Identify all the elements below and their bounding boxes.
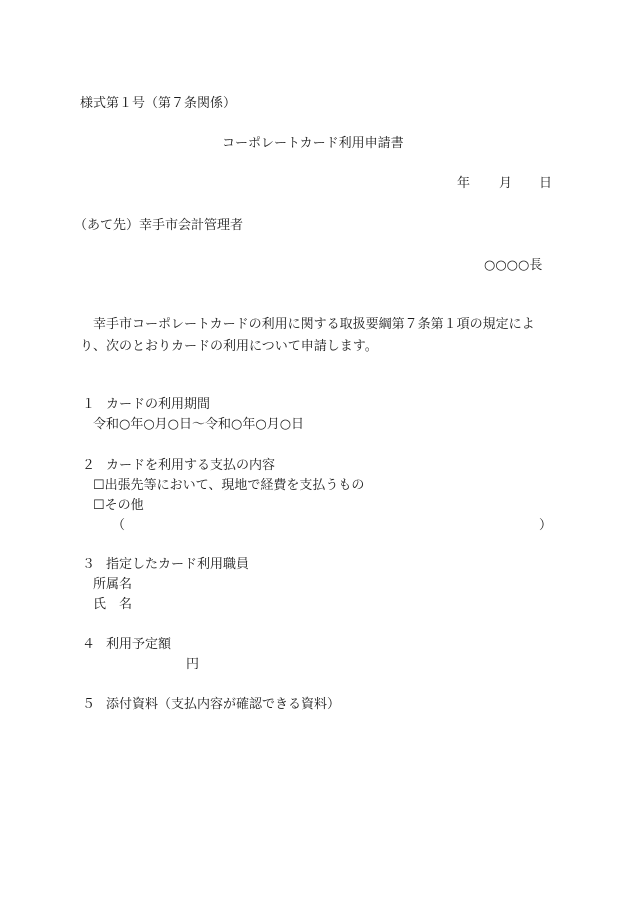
- section-number-4: ４: [82, 637, 96, 652]
- usage-period: 令和○年○月○日～令和○年○月○日: [93, 417, 305, 432]
- section-number-3: ３: [82, 557, 96, 572]
- department-label: 所属名: [93, 577, 133, 592]
- section-heading-4: 利用予定額: [106, 637, 172, 652]
- addressee: （あて先）幸手市会計管理者: [74, 218, 244, 233]
- section-heading-1: カードの利用期間: [106, 397, 211, 412]
- other-details-open-paren: （: [112, 518, 126, 533]
- payment-option-other: ☐その他: [93, 498, 144, 513]
- body-text-line2: り、次のとおりカードの利用について申請します。: [80, 339, 378, 354]
- section-number-5: ５: [82, 697, 96, 712]
- date-year: 年: [457, 176, 471, 191]
- form-title: コーポレートカード利用申請書: [222, 136, 404, 151]
- date-day: 日: [539, 176, 553, 191]
- section-heading-5: 添付資料（支払内容が確認できる資料）: [106, 697, 341, 712]
- section-number-1: １: [82, 397, 96, 412]
- name-label: 氏 名: [93, 597, 133, 612]
- section-heading-3: 指定したカード利用職員: [106, 557, 250, 572]
- applicant: ○○○○長: [484, 258, 543, 273]
- yen-unit: 円: [186, 657, 200, 672]
- section-heading-2: カードを利用する支払の内容: [106, 458, 276, 473]
- form-number: 様式第１号（第７条関係）: [80, 96, 237, 111]
- section-number-2: ２: [82, 458, 96, 473]
- body-text-line1: 幸手市コーポレートカードの利用に関する取扱要綱第７条第１項の規定によ: [93, 317, 535, 332]
- payment-option-business-trip: ☐出張先等において、現地で経費を支払うもの: [93, 478, 365, 493]
- other-details-close-paren: ）: [539, 518, 553, 533]
- date-month: 月: [499, 176, 513, 191]
